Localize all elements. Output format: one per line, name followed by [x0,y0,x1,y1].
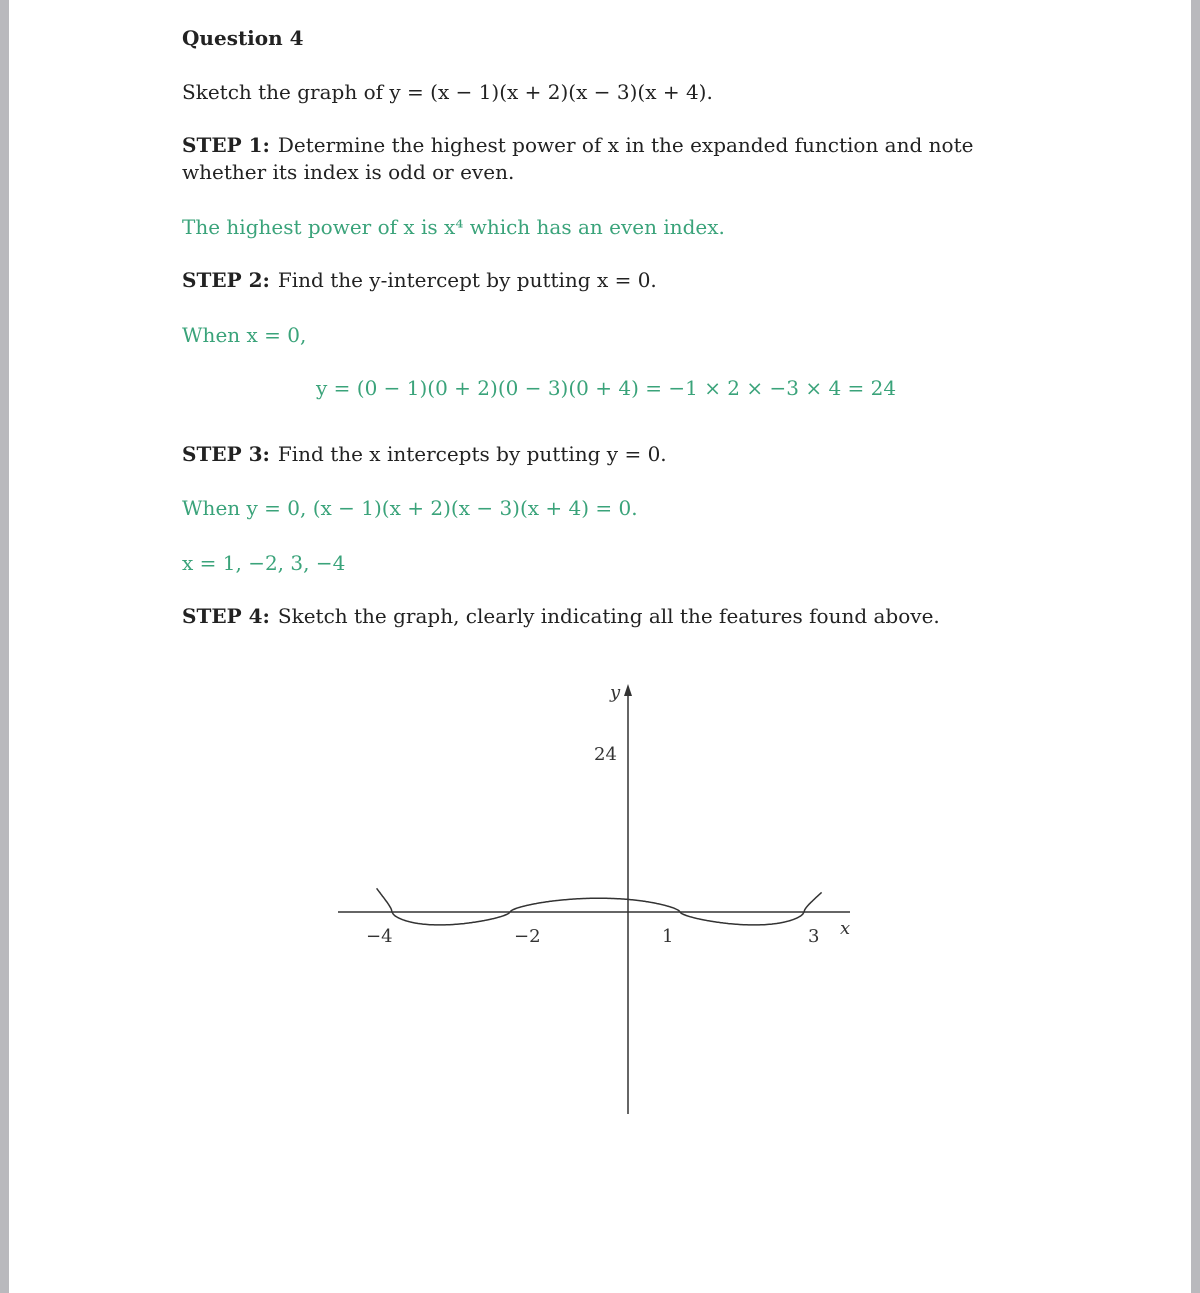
x-intercept-label: 1 [662,926,674,947]
x-intercept-label: −2 [514,926,541,947]
y-axis-label: y [610,682,621,703]
step3-label: STEP 3: [182,442,270,466]
y-axis-arrow [624,684,632,696]
step1-label: STEP 1: [182,133,270,157]
left-page-edge [0,0,9,1293]
step2-equation: y = (0 − 1)(0 + 2)(0 − 3)(0 + 4) = −1 × 2 × −3 × 4 = 24 [316,376,897,400]
step4-label: STEP 4: [182,604,270,628]
step1-block [182,132,1022,186]
right-page-edge [1191,0,1200,1293]
x-intercept-label: 3 [808,926,820,947]
step2-block [182,268,657,292]
step2-label: STEP 2: [182,268,270,292]
step1-answer: The highest power of x is x⁴ which has an even index. [182,215,725,239]
step2-text: Find the y-intercept by putting x = 0. [277,268,657,292]
x-intercept-label: −4 [366,926,393,947]
y-intercept-label: 24 [594,744,617,765]
step3-block [182,442,667,466]
question-prompt: Sketch the graph of y = (x − 1)(x + 2)(x − 3)(x + 4). [182,80,713,104]
step3-when: When y = 0, (x − 1)(x + 2)(x − 3)(x + 4) = 0. [182,496,638,520]
step3-roots: x = 1, −2, 3, −4 [182,551,346,575]
step1-text: Determine the highest power of x in the expanded function and note whether its index is odd or even. [182,133,974,184]
question-title: Question 4 [182,26,304,50]
step4-block [182,604,940,628]
x-axis-label: x [840,918,851,939]
curve [377,888,822,925]
quartic-graph [330,668,870,1118]
step4-text: Sketch the graph, clearly indicating all the features found above. [277,604,940,628]
step2-when: When x = 0, [182,323,307,347]
step3-text: Find the x intercepts by putting y = 0. [277,442,667,466]
